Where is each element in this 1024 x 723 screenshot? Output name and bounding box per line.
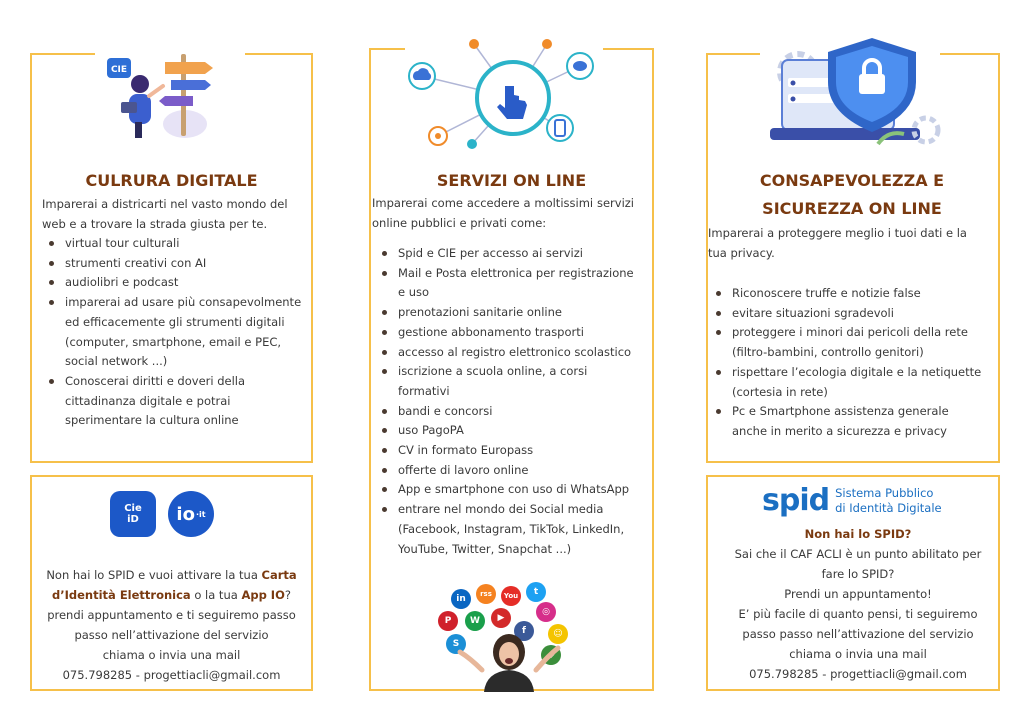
- servizi-list: [376, 244, 640, 559]
- list-item: Spid e CIE per accesso ai servizi: [376, 244, 640, 264]
- cie-contact-line: 075.798285 - progettiacli@gmail.com: [62, 668, 281, 682]
- spid-sub-line1: Sistema Pubblico: [835, 486, 934, 500]
- spid-logo: [762, 481, 942, 521]
- list-item: prenotazioni sanitarie online: [376, 303, 640, 323]
- facebook-icon: f: [514, 621, 534, 641]
- list-item: audiolibri e podcast: [43, 273, 305, 293]
- spid-line2: Prendi un appuntamento!: [784, 587, 932, 601]
- android-icon: ◆: [541, 645, 561, 665]
- list-item: App e smartphone con uso di WhatsApp: [376, 480, 640, 500]
- list-item: CV in formato Europass: [376, 441, 640, 461]
- spid-mail-line: chiama o invia una mail: [789, 647, 927, 661]
- list-item: virtual tour culturali: [43, 234, 305, 254]
- cie-id-label: Cie iD: [124, 503, 142, 525]
- instagram-icon: ◎: [536, 602, 556, 622]
- spid-contact-line: 075.798285 - progettiacli@gmail.com: [749, 667, 967, 681]
- pinterest-icon: P: [438, 611, 458, 631]
- svg-text:CIE: CIE: [110, 65, 128, 75]
- cie-io-text: [40, 565, 303, 685]
- sicurezza-list: [710, 284, 982, 442]
- list-item: uso PagoPA: [376, 421, 640, 441]
- cie-id-badge: [110, 491, 156, 537]
- network-touch-illustration-icon: [402, 36, 624, 154]
- list-item: gestione abbonamento trasporti: [376, 323, 640, 343]
- list-item: bandi e concorsi: [376, 402, 640, 422]
- list-item: offerte di lavoro online: [376, 461, 640, 481]
- spid-question-text: Non hai lo SPID?: [804, 527, 912, 541]
- list-item: rispettare l’ecologia digitale e la netiquette (cortesia in rete): [710, 363, 982, 402]
- cie-text-app: App IO: [241, 588, 285, 602]
- list-item: strumenti creativi con AI: [43, 254, 305, 274]
- linkedin-icon: in: [451, 589, 471, 609]
- youtube-play-icon: ▶: [491, 608, 511, 628]
- spid-logo-text: spid: [762, 483, 830, 518]
- servizi-intro: Imparerai come accedere a moltissimi servizi online pubblici e privati come:: [372, 196, 634, 230]
- list-item: proteggere i minori dai pericoli della rete (filtro-bambini, controllo genitori): [710, 323, 982, 362]
- app-io-badge: [168, 491, 214, 537]
- spid-question: [730, 524, 986, 544]
- cie-text-mid: o la tua: [190, 588, 242, 602]
- sicurezza-title-line1: CONSAPEVOLEZZA E: [759, 171, 945, 190]
- spid-line3: E’ più facile di quanto pensi, ti seguiremo passo passo nell’attivazione del servizio: [738, 607, 978, 641]
- signpost-illustration-icon: [105, 44, 225, 140]
- cultura-title: CULRURA DIGITALE: [85, 171, 258, 190]
- list-item: Pc e Smartphone assistenza generale anche in merito a sicurezza e privacy: [710, 402, 982, 441]
- list-item: entrare nel mondo dei Social media (Facebook, Instagram, TikTok, LinkedIn, YouTube, Twitter, Snapchat ...): [376, 500, 640, 559]
- rss-icon: rss: [476, 584, 496, 604]
- spid-sub-line2: di Identità Digitale: [835, 501, 942, 515]
- list-item: imparerai ad usare più consapevolmente ed efficacemente gli strumenti digitali (computer, smartphone, email e PEC, social network ...): [43, 293, 305, 372]
- list-item: Mail e Posta elettronica per registrazione e uso: [376, 264, 640, 303]
- spid-logo-caption: [835, 486, 942, 516]
- spid-line1: Sai che il CAF ACLI è un punto abilitato per fare lo SPID?: [734, 547, 982, 581]
- cie-text-cie: Carta d’Identità Elettronica: [52, 568, 297, 602]
- list-item: iscrizione a scuola online, a corsi formativi: [376, 362, 640, 401]
- whatsapp-icon: W: [465, 611, 485, 631]
- skype-icon: S: [446, 634, 466, 654]
- app-io-sub: ·it: [195, 509, 206, 519]
- app-io-label: io: [176, 503, 195, 525]
- list-item: Conoscerai diritti e doveri della cittadinanza digitale e potrai sperimentare la cultura online: [43, 372, 305, 431]
- cultura-intro: Imparerai a districarti nel vasto mondo del web e a trovare la strada giusta per te.: [42, 197, 288, 231]
- cie-text-before: Non hai lo SPID e vuoi attivare la tua: [46, 568, 262, 582]
- snapchat-icon: ☺: [548, 624, 568, 644]
- list-item: Riconoscere truffe e notizie false: [710, 284, 982, 304]
- servizi-title: SERVIZI ON LINE: [436, 171, 587, 190]
- sicurezza-intro: Imparerai a proteggere meglio i tuoi dati e la tua privacy.: [708, 226, 967, 260]
- cultura-list: [43, 234, 305, 431]
- security-shield-illustration-icon: [760, 32, 942, 152]
- list-item: evitare situazioni sgradevoli: [710, 304, 982, 324]
- spid-text: [730, 524, 986, 684]
- twitter-icon: t: [526, 582, 546, 602]
- woman-juggling-illustration-icon: [454, 630, 564, 692]
- sicurezza-title-line2: SICUREZZA ON LINE: [762, 199, 942, 218]
- youtube-icon: You: [501, 586, 521, 606]
- cie-mail-line: chiama o invia una mail: [102, 648, 241, 662]
- cie-text-after: ? prendi appuntamento e ti seguiremo passo passo nell’attivazione del servizio: [47, 588, 296, 642]
- list-item: accesso al registro elettronico scolastico: [376, 343, 640, 363]
